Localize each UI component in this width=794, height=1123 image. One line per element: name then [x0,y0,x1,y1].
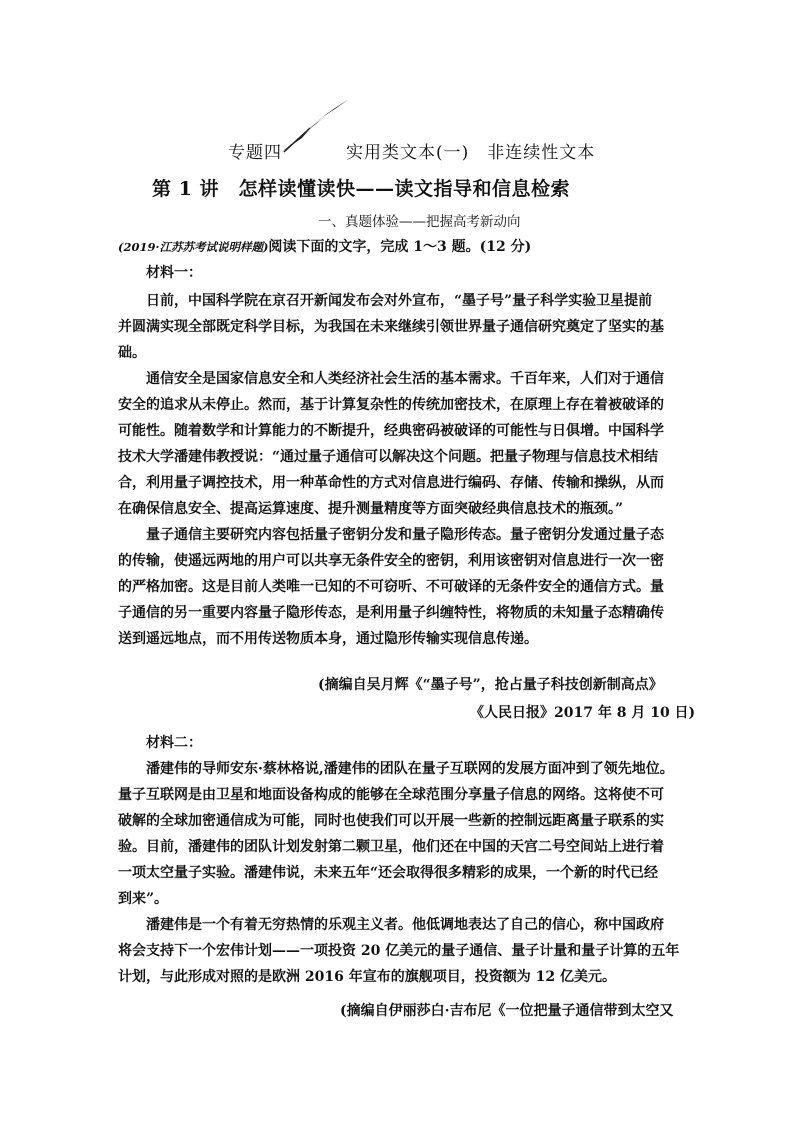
material1-paragraph-2: 通信安全是国家信息安全和人类经济社会生活的基本需求。千百年来，人们对于通信 安全的追求从未停止。然而，基于计算复杂性的传统加密技术，在原理上存在着被破译的 可能性。随着数学和计算能力的不断提升，经典密码被破译的可能性与日俱增。中国科学 技术大学潘建伟教授说：“通过量子通信可以解决这个问题。把量子物理与信息技术相结 合，利用量子调控技术，用一种革命性的方式对信息进行编码、存储、传输和操纵，从而 在确保信息安全、提高运算速度、提升测量精度等方面突破经典信息技术的瓶颈。” [118,371,664,517]
section-title: 一、真题体验——把握高考新动向 [318,214,521,230]
material1-paragraph-3: 量子通信主要研究内容包括量子密钥分发和量子隐形传态。量子密钥分发通过量子态 的传输，使遥远两地的用户可以共享无条件安全的密钥，利用该密钥对信息进行一次一密 的严格加密。这是目前人类唯一已知的不可窃听、不可破译的无条件安全的通信方式。量 子通信的另一重要内容量子隐形传态，是利用量子纠缠特性，将物质的未知量子态精确传 送到遥远地点，而不用传送物质本身，通过隐形传输实现信息传递。 [118,527,664,647]
material2-label: 材料二： [146,735,202,751]
topic-label: 专题四 [228,143,282,163]
question-source-tag: (2019·江苏苏考试说明样题) [118,240,269,254]
material1-paragraph-1: 日前，中国科学院在京召开新闻发布会对外宣布，“墨子号”量子科学实验卫星提前 并圆满实现全部既定科学目标，为我国在未来继续引领世界量子通信研究奠定了坚实的基 础。 [118,293,664,361]
material1-source-line2: 《人民日报》2017 年 8 月 10 日) [470,705,696,721]
question-intro [118,234,678,286]
material2-paragraph-1: 潘建伟的导师安东·蔡林格说,潘建伟的团队在量子互联网的发展方面冲到了领先地位。 量子互联网是由卫星和地面设备构成的能够在全球范围分享量子信息的网络。这将使不可 破解的全球加密通信成为可能，同时也使我们可以开展一些新的控制远距离量子联系的实 验。目前，潘建伟的团队计划发射第二颗卫星，他们还在中国的天宫二号空间站上进行着 一项太空量子实验。潘建伟说，未来五年“还会取得很多精彩的成果，一个新的时代已经 到来”。 [118,761,674,907]
material1-source-line1: (摘编自吴月辉《“墨子号”，抢占量子科技创新制高点》 [318,677,663,693]
feather-logo-icon [280,98,350,154]
material2-body [118,730,678,990]
material2-source-line1: (摘编自伊丽莎白·吉布尼《一位把量子通信带到太空又 [340,1003,674,1019]
topic-title: 实用类文本(一) 非连续性文本 [346,143,596,163]
material1-label: 材料一： [146,265,202,281]
material2-paragraph-2: 潘建伟是一个有着无穷热情的乐观主义者。他低调地表达了自己的信心，称中国政府 将会支持下一个宏伟计划——一项投资 20 亿美元的量子通信、量子计量和量子计算的五年 计划，与此形成对照的是欧洲 2016 年宣布的旗舰项目，投资额为 12 亿美元。 [118,917,680,985]
material1-body [118,288,678,652]
topic-header [228,138,596,163]
lecture-title: 第 1 讲 怎样读懂读快——读文指导和信息检索 [152,178,570,200]
question-instruction: 阅读下面的文字，完成 1～3 题。(12 分) [268,239,532,255]
